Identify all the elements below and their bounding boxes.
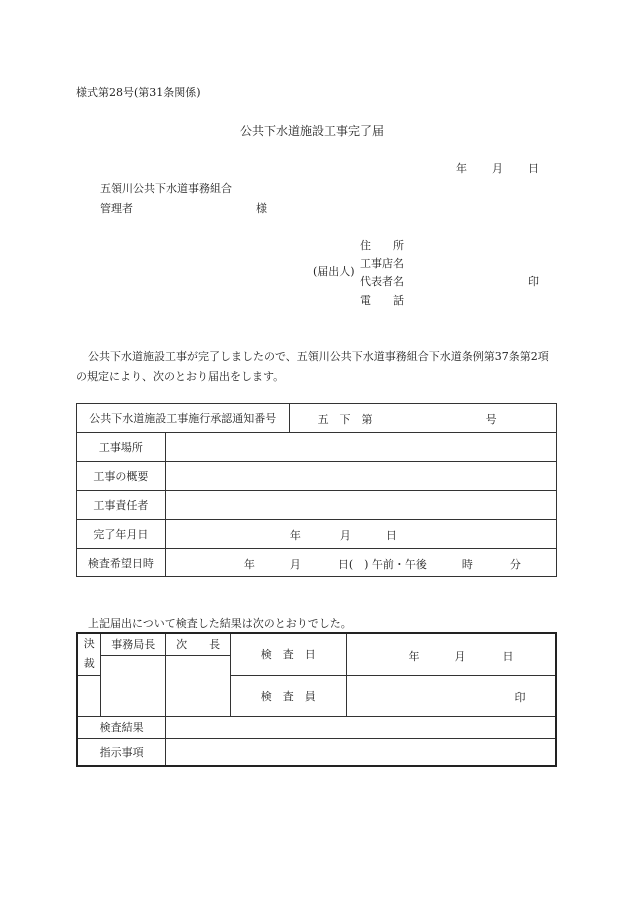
notifier-seal: 印	[528, 275, 539, 288]
director-seal-box[interactable]	[101, 655, 166, 716]
location-field[interactable]	[165, 433, 556, 462]
form-number: 様式第28号(第31条関係)	[76, 86, 201, 99]
insp-ampm: 午前・午後	[371, 558, 427, 571]
recipient-honorific: 様	[256, 202, 267, 215]
overview-label: 工事の概要	[77, 462, 166, 491]
result-note: 上記届出について検査した結果は次のとおりでした。	[88, 617, 352, 630]
manager-field[interactable]	[165, 491, 556, 520]
notifier-store-label: 工事店名	[360, 257, 404, 270]
notice-paragraph: 公共下水道施設工事が完了しましたので、五領川公共下水道事務組合下水道条例第37条第2項の規定により、次のとおり届出をします。	[76, 350, 549, 383]
location-label: 工事場所	[77, 433, 166, 462]
notifier-phone-label: 電 話	[360, 294, 404, 307]
completion-date-field[interactable]	[165, 520, 556, 549]
date-month: 月	[492, 162, 503, 175]
decision-label: 決 裁	[77, 633, 101, 675]
approval-number-label: 公共下水道施設工事施行承認通知番号	[77, 404, 290, 433]
recipient-org: 五領川公共下水道事務組合	[100, 182, 232, 195]
notifier-representative-label: 代表者名	[360, 275, 404, 288]
completion-month: 月	[339, 529, 351, 542]
instruction-label: 指示事項	[77, 738, 166, 766]
approval-number-field[interactable]	[289, 404, 556, 433]
date-day: 日	[528, 162, 539, 175]
inspector-seal: 印	[514, 690, 526, 704]
inspection-result-label: 検査結果	[77, 716, 166, 738]
result-day: 日	[502, 650, 514, 664]
instruction-field[interactable]	[166, 738, 556, 766]
approval-suffix: 号	[485, 413, 497, 426]
recipient-admin: 管理者	[100, 202, 133, 215]
insp-hour: 時	[461, 558, 473, 571]
insp-day: 日( )	[337, 558, 369, 571]
inspector-field[interactable]	[346, 675, 556, 716]
decision-spacer	[77, 675, 101, 716]
deputy-label: 次 長	[166, 633, 231, 655]
result-month: 月	[454, 650, 466, 664]
overview-field[interactable]	[165, 462, 556, 491]
inspector-label: 検 査 員	[231, 675, 347, 716]
deputy-seal-box[interactable]	[166, 655, 231, 716]
completion-day: 日	[385, 529, 397, 542]
completion-info-table	[76, 403, 557, 577]
document-title: 公共下水道施設工事完了届	[240, 124, 385, 138]
approval-prefix: 五 下 第	[317, 413, 373, 426]
completion-year: 年	[289, 529, 301, 542]
date-year: 年	[456, 162, 467, 175]
inspection-result-field[interactable]	[166, 716, 556, 738]
director-label: 事務局長	[101, 633, 166, 655]
inspection-datetime-field[interactable]	[165, 549, 556, 577]
insp-minute: 分	[509, 558, 521, 571]
insp-date-label: 検 査 日	[231, 633, 347, 675]
insp-year: 年	[243, 558, 255, 571]
notifier-address-label: 住 所	[360, 239, 404, 252]
completion-date-label: 完了年月日	[77, 520, 166, 549]
inspection-datetime-label: 検査希望日時	[77, 549, 166, 577]
insp-month: 月	[289, 558, 301, 571]
manager-label: 工事責任者	[77, 491, 166, 520]
notifier-bracket-label: (届出人)	[313, 265, 355, 278]
inspection-result-table	[76, 632, 557, 767]
insp-date-field[interactable]	[346, 633, 556, 675]
result-year: 年	[408, 650, 420, 664]
